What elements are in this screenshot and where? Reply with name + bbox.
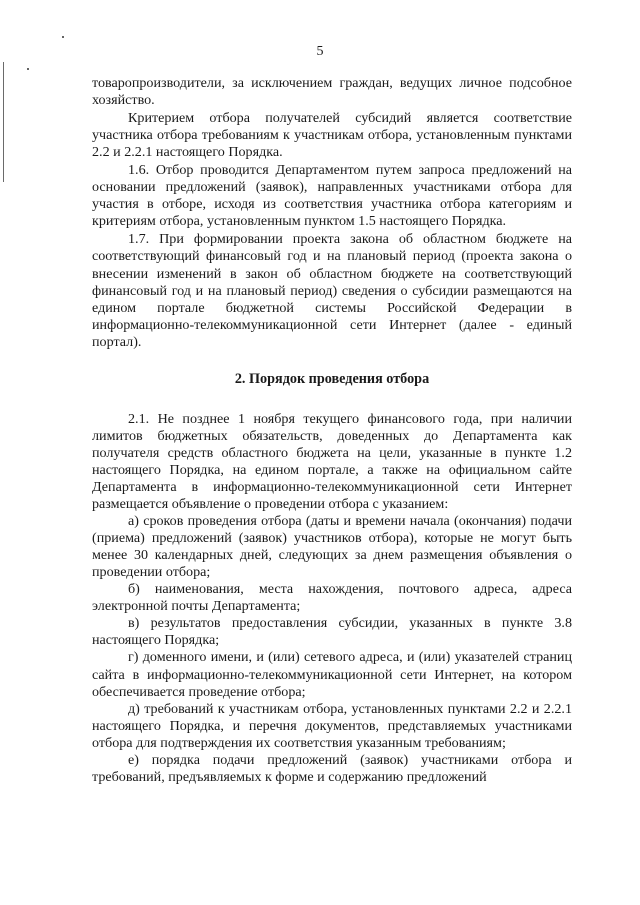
list-item-f: е) порядка подачи предложений (заявок) участниками отбора и требований, предъявляемых к форме и содержанию предложений — [92, 751, 572, 785]
scan-margin-line — [3, 62, 4, 182]
list-item-c: в) результатов предоставления субсидии, указанных в пункте 3.8 настоящего Порядка; — [92, 615, 572, 649]
section-heading: 2. Порядок проведения отбора — [234, 370, 430, 387]
list-item-a: а) сроков проведения отбора (даты и времени начала (окончания) подачи (приема) предложений (заявок) участников отбора), которые не могут быть менее 30 календарных дней, следующих за днем размещения объявления о проведении отбора; — [92, 513, 572, 581]
paragraph-2-1: 2.1. Не позднее 1 ноября текущего финансового года, при наличии лимитов бюджетных обязательств, доведенных до Департамента как получателя средств областного бюджета на цели, указанные в пункте 1.2 настоящего Порядка, на едином портале, а также на официальном сайте Департамента в информационно-телекоммуникационной сети Интернет размещается объявление о проведении отбора с указанием: — [92, 410, 572, 513]
list-item-d: г) доменного имени, и (или) сетевого адреса, и (или) указателей страниц сайта в информационно-телекоммуникационной сети Интернет, на котором обеспечивается проведение отбора; — [92, 649, 572, 700]
paragraph-continuation: товаропроизводители, за исключением граждан, ведущих личное подсобное хозяйство. — [92, 75, 572, 109]
scan-speck — [27, 68, 29, 70]
paragraph-selection-criterion: Критерием отбора получателей субсидий является соответствие участника отбора требованиям к участникам отбора, установленным пунктами 2.2 и 2.2.1 настоящего Порядка. — [92, 110, 572, 161]
page-number: 5 — [316, 44, 324, 59]
paragraph-1-7: 1.7. При формировании проекта закона об областном бюджете на соответствующий финансовый год и на плановый период (проекта закона о внесении изменений в закон об областном бюджете на соответствующий финансовый год и на плановый период) сведения о субсидии размещаются на едином портале бюджетной системы Российской Федерации в информационно-телекоммуникационной сети Интернет (далее - единый портал). — [92, 231, 572, 350]
document-body — [92, 75, 572, 786]
paragraph-1-6: 1.6. Отбор проводится Департаментом путем запроса предложений на основании предложений (заявок), направленных участниками отбора для участия в отборе, исходя из соответствия участника отбора категориям и критериям отбора, установленным пунктом 1.5 настоящего Порядка. — [92, 162, 572, 230]
list-item-b: б) наименования, места нахождения, почтового адреса, адреса электронной почты Департамента; — [92, 581, 572, 615]
list-item-e: д) требований к участникам отбора, установленных пунктами 2.2 и 2.2.1 настоящего Порядка, и перечня документов, представляемых участниками отбора для подтверждения их соответствия указанным требованиям; — [92, 700, 572, 751]
scan-speck — [62, 36, 64, 38]
